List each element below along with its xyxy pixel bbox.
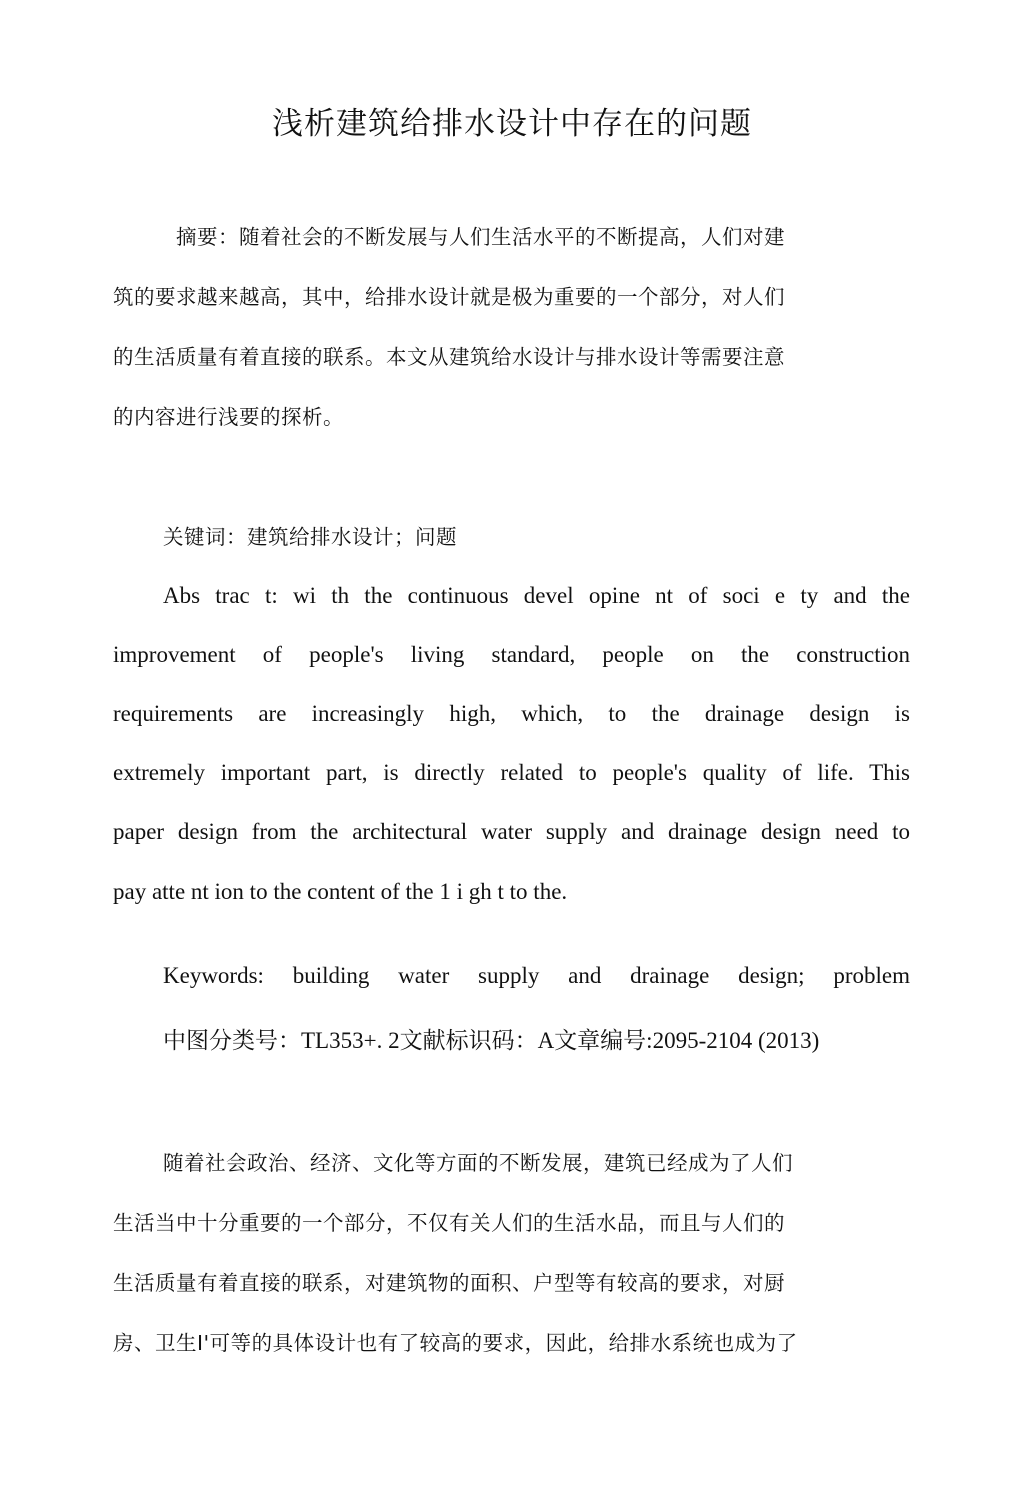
abstract-en-line-4: extremely important part, is directly related to people's quality of life. This <box>113 760 910 785</box>
keywords-cn: 关键词：建筑给排水设计；问题 <box>163 525 457 549</box>
body-cn-line-1: 随着社会政治、经济、文化等方面的不断发展，建筑已经成为了人们 <box>163 1151 793 1175</box>
abstract-en-line-6: pay atte nt ion to the content of the 1 i gh t to the. <box>113 879 568 904</box>
abstract-cn-line-3: 的生活质量有着直接的联系。本文从建筑给水设计与排水设计等需要注意 <box>113 345 785 369</box>
keywords-en: Keywords: building water supply and drainage design; problem <box>163 963 910 988</box>
abstract-cn-line-1: 摘要：随着社会的不断发展与人们生活水平的不断提高，人们对建 <box>176 225 785 249</box>
abstract-en-line-1: Abs trac t: wi th the continuous devel opine nt of soci e ty and the <box>163 583 910 608</box>
abstract-en-line-2: improvement of people's living standard, people on the construction <box>113 642 910 667</box>
body-cn-line-2: 生活当中十分重要的一个部分，不仅有关人们的生活水品，而且与人们的 <box>113 1211 785 1235</box>
classification-line: 中图分类号：TL353+. 2文献标识码：A文章编号:2095-2104 (2013) <box>163 1028 820 1053</box>
body-cn-line-3: 生活质量有着直接的联系，对建筑物的面积、户型等有较高的要求，对厨 <box>113 1271 785 1295</box>
abstract-cn-line-4: 的内容进行浅要的探析。 <box>113 405 344 429</box>
document-title: 浅析建筑给排水设计中存在的问题 <box>272 106 752 142</box>
abstract-en-line-5: paper design from the architectural water supply and drainage design need to <box>113 819 910 844</box>
body-cn-line-4: 房、卫生I'可等的具体设计也有了较高的要求，因此，给排水系统也成为了 <box>113 1331 798 1355</box>
abstract-en-line-3: requirements are increasingly high, which, to the drainage design is <box>113 701 910 726</box>
abstract-cn-line-2: 筑的要求越来越高，其中，给排水设计就是极为重要的一个部分，对人们 <box>113 285 785 309</box>
